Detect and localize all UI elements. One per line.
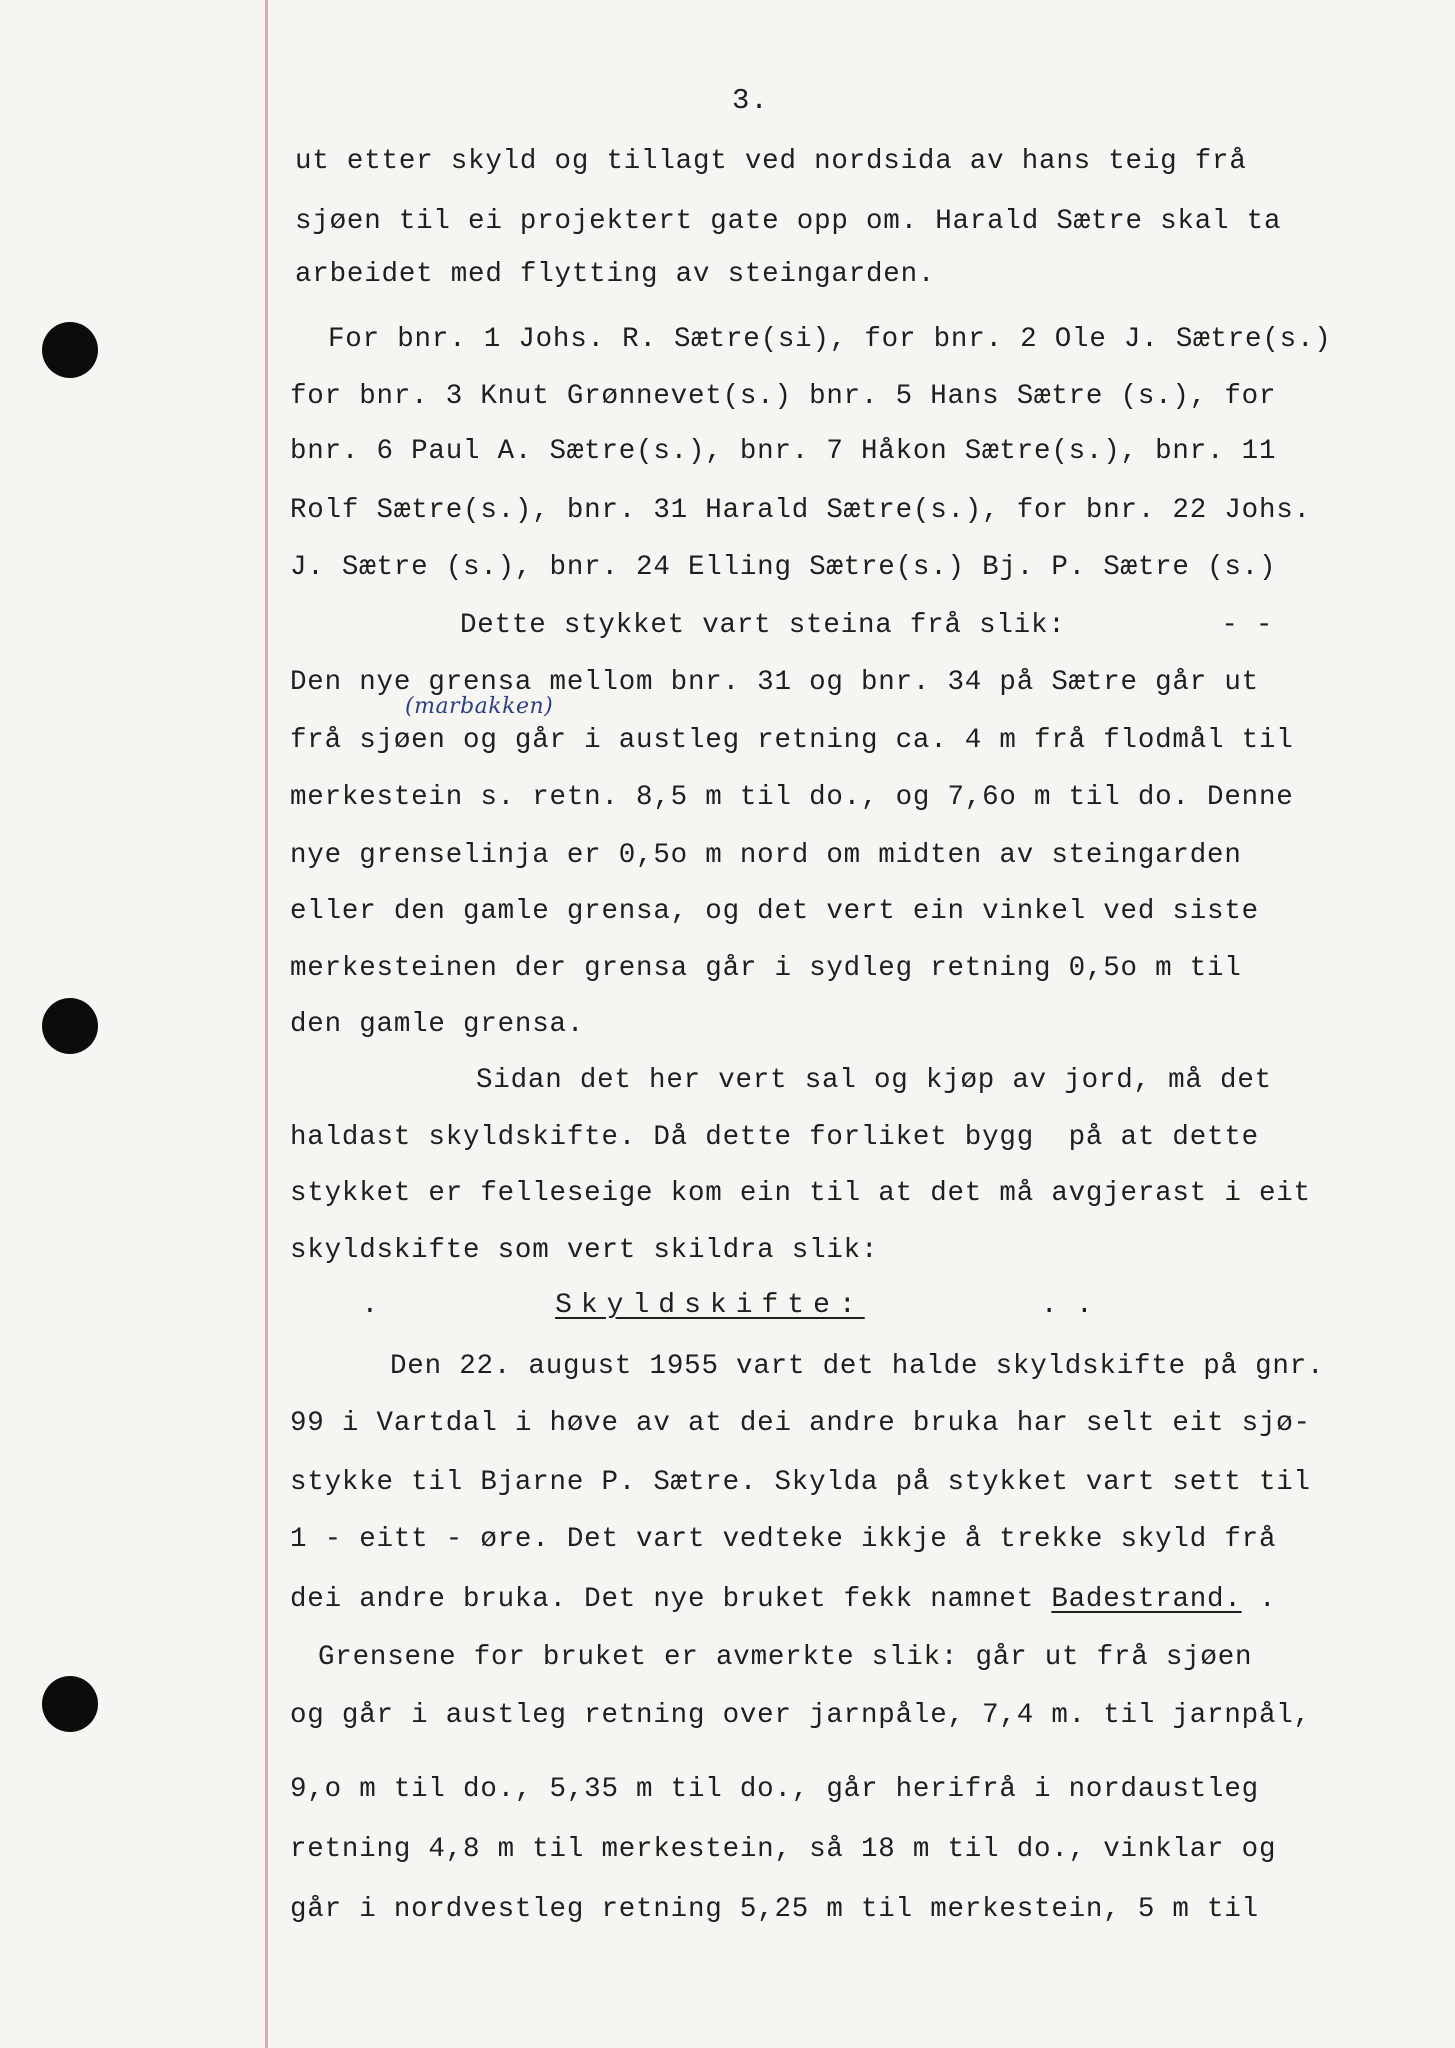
heading-title: Skyldskifte: (555, 1290, 865, 1321)
text-line: Sidan det her vert sal og kjøp av jord, må det (476, 1065, 1272, 1096)
text-line (290, 1583, 1276, 1617)
text-line: stykket er felleseige kom ein til at det må avgjerast i eit (290, 1178, 1311, 1209)
text-line: Den nye grensa mellom bnr. 31 og bnr. 34 på Sætre går ut (290, 667, 1259, 698)
text-line: stykke til Bjarne P. Sætre. Skylda på stykket vart sett til (290, 1467, 1311, 1498)
text-line: bnr. 6 Paul A. Sætre(s.), bnr. 7 Håkon Sætre(s.), bnr. 11 (290, 436, 1277, 467)
page-number: 3. (732, 84, 769, 117)
section-heading (0, 1290, 1455, 1321)
text-line: merkesteinen der grensa går i sydleg retning 0,5o m til (290, 953, 1242, 984)
text-line: arbeidet med flytting av steingarden. (295, 259, 936, 290)
text-line: Rolf Sætre(s.), bnr. 31 Harald Sætre(s.), for bnr. 22 Johs. (290, 495, 1311, 526)
text-line: For bnr. 1 Johs. R. Sætre(si), for bnr. 2 Ole J. Sætre(s.) (328, 324, 1332, 355)
text-line: 99 i Vartdal i høve av at dei andre bruka har selt eit sjø- (290, 1408, 1311, 1439)
text-line: går i nordvestleg retning 5,25 m til merkestein, 5 m til (290, 1894, 1259, 1925)
text-line: nye grenselinja er 0,5o m nord om midten av steingarden (290, 840, 1242, 871)
text-line: Dette stykket vart steina frå slik: - - (460, 610, 1274, 641)
text-line: 9,o m til do., 5,35 m til do., går herifrå i nordaustleg (290, 1774, 1259, 1805)
text-line: retning 4,8 m til merkestein, så 18 m til do., vinklar og (290, 1834, 1277, 1865)
punch-hole (42, 998, 98, 1054)
heading-dots: . . (1040, 1290, 1094, 1321)
text-line: og går i austleg retning over jarnpåle, 7,4 m. til jarnpål, (290, 1700, 1311, 1731)
heading-dot: . (361, 1290, 380, 1321)
text-line: ut etter skyld og tillagt ved nordsida av hans teig frå (295, 146, 1247, 177)
margin-rule (265, 0, 268, 2048)
text-line: frå sjøen og går i austleg retning ca. 4 m frå flodmål til (290, 725, 1294, 756)
text-line: for bnr. 3 Knut Grønnevet(s.) bnr. 5 Hans Sætre (s.), for (290, 381, 1277, 412)
text-line: sjøen til ei projektert gate opp om. Harald Sætre skal ta (295, 206, 1282, 237)
punch-hole (42, 322, 98, 378)
text-line: eller den gamle grensa, og det vert ein vinkel ved siste (290, 896, 1259, 927)
text-line: Den 22. august 1955 vart det halde skyldskifte på gnr. (390, 1351, 1325, 1382)
name-line-suffix: . (1241, 1584, 1277, 1615)
text-line: skyldskifte som vert skildra slik: (290, 1235, 879, 1266)
text-line: 1 - eitt - øre. Det vart vedteke ikkje å trekke skyld frå (290, 1524, 1277, 1555)
punch-hole (42, 1676, 98, 1732)
farm-name: Badestrand. (1051, 1584, 1242, 1615)
handwritten-annotation: (marbakken) (405, 694, 554, 719)
text-line: J. Sætre (s.), bnr. 24 Elling Sætre(s.) Bj. P. Sætre (s.) (290, 552, 1277, 583)
text-line: Grensene for bruket er avmerkte slik: går ut frå sjøen (318, 1642, 1253, 1673)
text-line: den gamle grensa. (290, 1009, 585, 1040)
name-line-prefix: dei andre bruka. Det nye bruket fekk namnet (290, 1584, 1052, 1615)
text-line: merkestein s. retn. 8,5 m til do., og 7,6o m til do. Denne (290, 782, 1294, 813)
text-line: haldast skyldskifte. Då dette forliket bygg på at dette (290, 1122, 1259, 1153)
